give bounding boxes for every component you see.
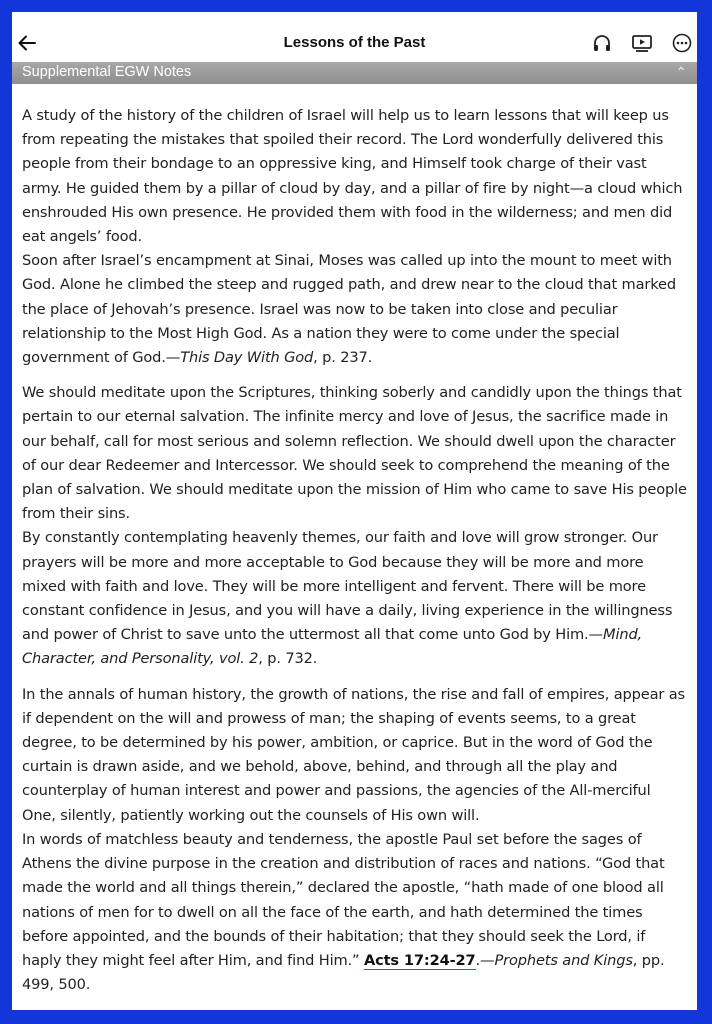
paragraph-text: By constantly contemplating heavenly themes, our faith and love will grow stronger. Our prayers will be more and more acceptable to God because they will be more and more mixed with faith and love. They will be more intelligent and fervent. There will be more constant confidence in Jesus, and you will have a daily, living experience in the willingness and power of Christ to save unto the uttermost all that come unto God by Him.— (22, 529, 673, 644)
source-dash: .— (475, 951, 495, 969)
paragraph-spacer (22, 672, 687, 683)
source-page: , pp. 499, 500. (22, 951, 665, 994)
source-title: Mind, Character, and Personality, vol. 2 (22, 626, 643, 668)
paragraph-text: Soon after Israel’s encampment at Sinai, Moses was called up into the mount to meet with God. Alone he climbed the steep and rugged path, and drew near to the cloud that marked the place of Jehovah’s presence. Israel was now to be taken into close and peculiar relationship to the Most High God. As a nation they were to come under the special government of God.— (22, 252, 676, 367)
play-video-icon (631, 34, 653, 52)
paragraph: A study of the history of the children of Israel will help us to learn lessons that will keep us from repeating the mistakes that spoiled their record. The Lord wonderfully delivered this people from their bondage to an oppressive king, and Himself took charge of their vast army. He guided them by a pillar of cloud by day, and a pillar of fire by night—a cloud which enshrouded His own presence. He provided them with food in the wilderness; and men did eat angels’ food. (22, 107, 683, 246)
source-page: , p. 237. (313, 349, 373, 367)
paragraph-spacer (22, 370, 687, 381)
video-button[interactable] (631, 32, 653, 54)
app-window (12, 12, 697, 1010)
notes-content (22, 104, 687, 997)
source-page: , p. 732. (258, 650, 318, 668)
toolbar-actions (591, 32, 693, 54)
more-options-icon (672, 33, 692, 53)
paragraph (22, 526, 687, 671)
top-bar (12, 12, 697, 64)
audio-button[interactable] (591, 32, 613, 54)
section-title: Supplemental EGW Notes (22, 64, 192, 80)
section-header[interactable] (12, 62, 697, 84)
paragraph (22, 249, 687, 370)
source-title: Prophets and Kings (494, 951, 633, 969)
paragraph: We should meditate upon the Scriptures, thinking soberly and candidly upon the things that pertain to our eternal salvation. The infinite mercy and love of Jesus, the sacrifice made in our behalf, call for most serious and solemn reflection. We should dwell upon the character of our dear Redeemer and Intercessor. We should seek to comprehend the meaning of the plan of salvation. We should meditate upon the mission of Him who came to save His people from their sins. (22, 384, 687, 523)
chevron-up-icon: ⌃ (675, 64, 687, 80)
paragraph: In the annals of human history, the growth of nations, the rise and fall of empires, appear as if dependent on the will and prowess of man; the shaping of events seems, to a great degree, to be determined by his power, ambition, or caprice. But in the word of God the curtain is drawn aside, and we behold, above, behind, and through all the play and counterplay of human interest and power and passions, the agencies of the All-merciful One, silently, patiently working out the counsels of His own will. (22, 685, 685, 824)
scripture-reference-link[interactable]: Acts 17:24-27 (363, 951, 476, 969)
more-options-button[interactable] (671, 32, 693, 54)
paragraph-text: In words of matchless beauty and tenderness, the apostle Paul set before the sages of Athens the divine purpose in the creation and distribution of races and nations. “God that made the world and all things therein,” declared the apostle, “hath made of one blood all nations of men for to dwell on all the face of the earth, and hath determined the times before appointed, and the bounds of their habitation; that they should seek the Lord, if haply they might feel after Him, and find Him.” (22, 830, 665, 969)
page-title: Lessons of the Past (283, 34, 426, 51)
paragraph (22, 828, 687, 997)
source-title: This Day With God (180, 349, 314, 367)
headphones-icon (592, 34, 612, 52)
